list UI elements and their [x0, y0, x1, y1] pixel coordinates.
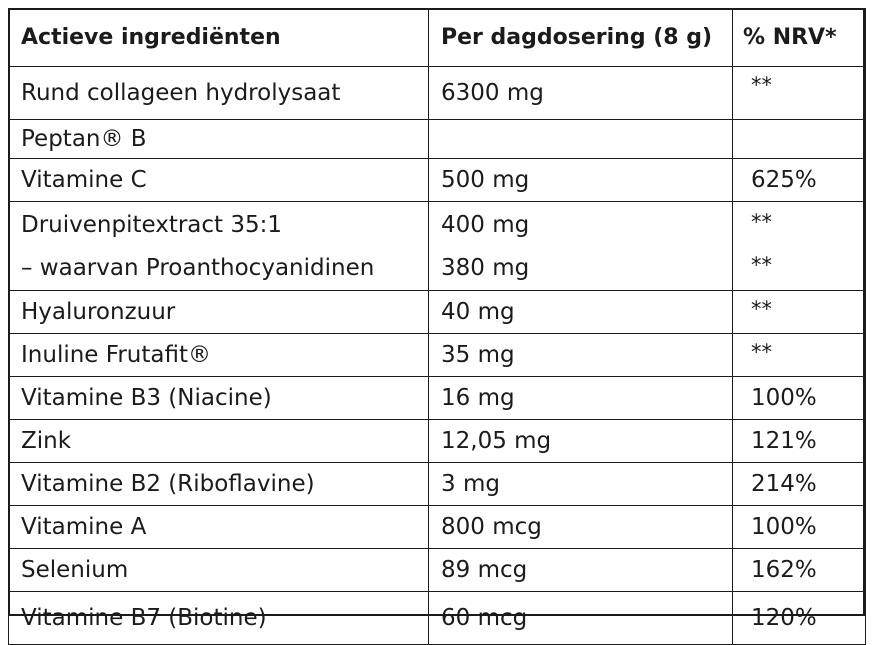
table-row — [9, 592, 866, 645]
header-ingredient: Actieve ingrediënten — [9, 9, 429, 67]
table-row — [9, 120, 866, 159]
nrv-cell: 120% — [733, 592, 866, 645]
dose-line: 400 mg — [441, 212, 530, 238]
dose-cell: 16 mg — [429, 377, 733, 420]
nrv-cell — [733, 120, 866, 159]
nrv-cell: 100% — [733, 377, 866, 420]
ingredient-cell: Rund collageen hydrolysaat — [9, 67, 429, 120]
ingredient-subline: – waarvan Proanthocyanidinen — [21, 255, 375, 281]
table-row — [9, 159, 866, 202]
table-row — [9, 202, 866, 291]
ingredient-cell: Vitamine A — [9, 506, 429, 549]
nrv-cell: 214% — [733, 463, 866, 506]
nrv-cell — [733, 202, 866, 291]
ingredient-cell: Vitamine B2 (Riboflavine) — [9, 463, 429, 506]
table-row — [9, 463, 866, 506]
ingredient-cell: Peptan® B — [9, 120, 429, 159]
table-row — [9, 67, 866, 120]
table-header-row — [9, 9, 866, 67]
ingredient-cell — [9, 202, 429, 291]
nrv-cell: 121% — [733, 420, 866, 463]
dose-cell: 6300 mg — [429, 67, 733, 120]
table-row — [9, 291, 866, 334]
ingredient-cell: Vitamine C — [9, 159, 429, 202]
ingredient-cell: Hyaluronzuur — [9, 291, 429, 334]
nrv-cell: 625% — [733, 159, 866, 202]
header-nrv: % NRV* — [733, 9, 866, 67]
header-dose: Per dagdosering (8 g) — [429, 9, 733, 67]
dose-cell — [429, 202, 733, 291]
ingredient-cell: Zink — [9, 420, 429, 463]
dose-cell: 35 mg — [429, 334, 733, 377]
dose-cell: 12,05 mg — [429, 420, 733, 463]
table-row — [9, 506, 866, 549]
table-row — [9, 420, 866, 463]
ingredient-cell: Selenium — [9, 549, 429, 592]
table-row — [9, 334, 866, 377]
dose-cell: 60 mcg — [429, 592, 733, 645]
ingredient-cell: Vitamine B7 (Biotine) — [9, 592, 429, 645]
nrv-cell: ** — [733, 67, 866, 120]
dose-cell — [429, 120, 733, 159]
ingredient-cell: Inuline Frutafit® — [9, 334, 429, 377]
nutrition-table — [8, 8, 866, 645]
nrv-cell: 162% — [733, 549, 866, 592]
dose-cell: 89 mcg — [429, 549, 733, 592]
dose-cell: 800 mcg — [429, 506, 733, 549]
table-row — [9, 377, 866, 420]
nrv-cell: ** — [733, 334, 866, 377]
dose-cell: 3 mg — [429, 463, 733, 506]
table-row — [9, 549, 866, 592]
nrv-subline: ** — [751, 253, 772, 277]
ingredient-line: Druivenpitextract 35:1 — [21, 212, 283, 238]
nrv-line: ** — [751, 210, 772, 234]
ingredient-cell: Vitamine B3 (Niacine) — [9, 377, 429, 420]
dose-cell: 500 mg — [429, 159, 733, 202]
dose-subline: 380 mg — [441, 255, 530, 281]
dose-cell: 40 mg — [429, 291, 733, 334]
nrv-cell: ** — [733, 291, 866, 334]
nrv-cell: 100% — [733, 506, 866, 549]
